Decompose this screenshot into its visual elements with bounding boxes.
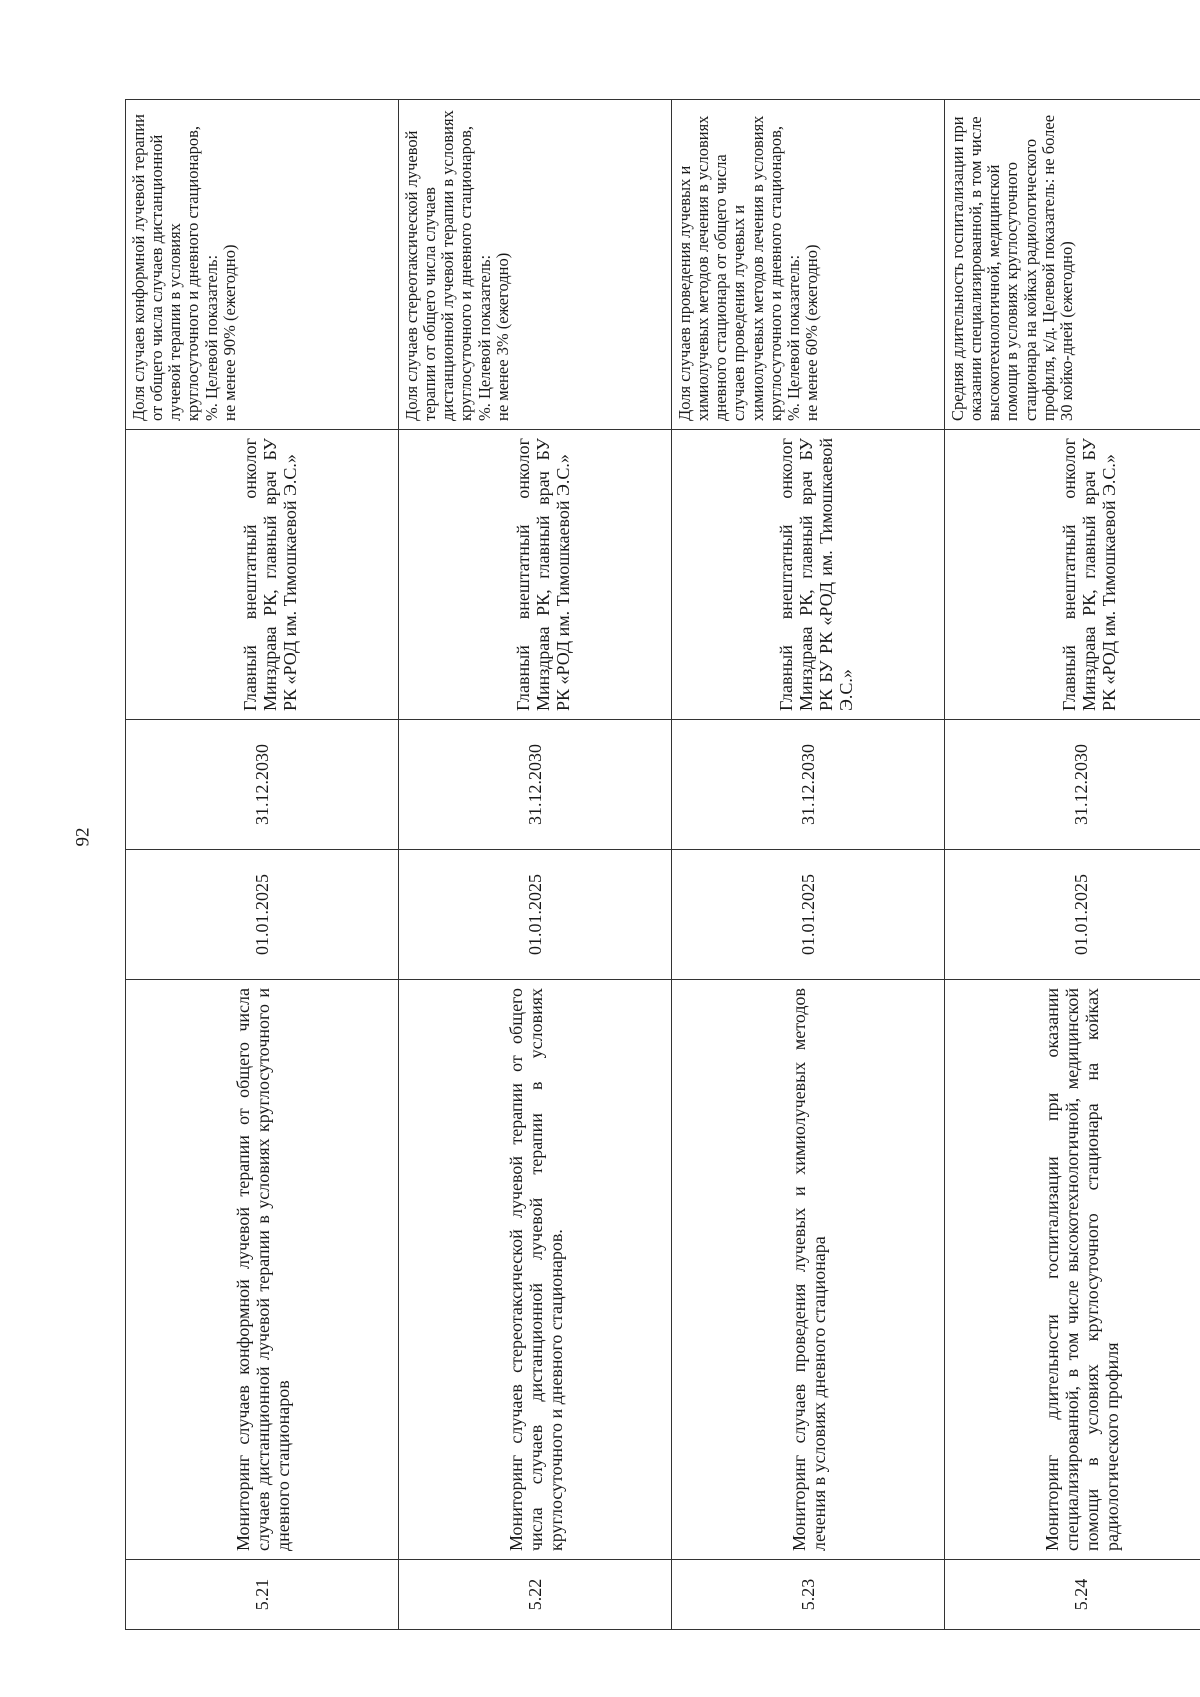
target-indicator: Доля случаев проведения лучевых и химиолучевых методов лечения в условиях дневного стационара от общего числа случаев проведения лучевых и химиолучевых методов лечения в условиях круглосуточного и дневного стационаров, %. Целевой показатель: не менее 60% (ежегодно) [672, 100, 945, 430]
end-date: 31.12.2030 [126, 720, 399, 850]
start-date: 01.01.2025 [399, 850, 672, 980]
start-date: 01.01.2025 [945, 850, 1200, 980]
activity-description: Мониторинг случаев проведения лучевых и химиолучевых методов лечения в условиях дневного стационара [672, 980, 945, 1560]
end-date: 31.12.2030 [672, 720, 945, 850]
start-date: 01.01.2025 [672, 850, 945, 980]
table-row [399, 100, 672, 1630]
activity-description: Мониторинг случаев конформной лучевой терапии от общего числа случаев дистанционной лучевой терапии в условиях круглосуточного и дневного стационаров [126, 980, 399, 1560]
target-indicator: Доля случаев стереотаксической лучевой терапии от общего числа случаев дистанционной лучевой терапии в условиях круглосуточного и дневного стационаров, %. Целевой показатель: не менее 3% (ежегодно) [399, 100, 672, 430]
activity-description: Мониторинг случаев стереотаксической лучевой терапии от общего числа случаев дистанционной лучевой терапии в условиях круглосуточного и дневного стационаров. [399, 980, 672, 1560]
row-number: 5.24 [945, 1560, 1200, 1630]
responsible-party: Главный внештатный онколог Минздрава РК, главный врач БУ РК БУ РК «РОД им. Тимошкаевой Э.С.» [672, 430, 945, 720]
activity-description: Мониторинг длительности госпитализации при оказании специализированной, в том числе высокотехнологичной, медицинской помощи в условиях круглосуточного стационара на койках радиологического профиля [945, 980, 1200, 1560]
row-number: 5.22 [399, 1560, 672, 1630]
row-number: 5.21 [126, 1560, 399, 1630]
end-date: 31.12.2030 [399, 720, 672, 850]
start-date: 01.01.2025 [126, 850, 399, 980]
target-indicator: Средняя длительность госпитализации при оказании специализированной, в том числе высокотехнологичной, медицинской помощи в условиях круглосуточного стационара на койках радиологического профиля, к/д. Целевой показатель: не более 30 койко-дней (ежегодно) [945, 100, 1200, 430]
program-activities-table [125, 100, 1200, 1630]
responsible-party: Главный внештатный онколог Минздрава РК, главный врач БУ РК «РОД им. Тимошкаевой Э.С.» [126, 430, 399, 720]
table-row [945, 100, 1200, 1630]
responsible-party: Главный внештатный онколог Минздрава РК, главный врач БУ РК «РОД им. Тимошкаевой Э.С.» [945, 430, 1200, 720]
end-date: 31.12.2030 [945, 720, 1200, 850]
row-number: 5.23 [672, 1560, 945, 1630]
table-row [672, 100, 945, 1630]
target-indicator: Доля случаев конформной лучевой терапии от общего числа случаев дистанционной лучевой терапии в условиях круглосуточного и дневного стационаров, %. Целевой показатель: не менее 90% (ежегодно) [126, 100, 399, 430]
page-number: 92 [72, 827, 94, 847]
table-row [126, 100, 399, 1630]
responsible-party: Главный внештатный онколог Минздрава РК, главный врач БУ РК «РОД им. Тимошкаевой Э.С.» [399, 430, 672, 720]
